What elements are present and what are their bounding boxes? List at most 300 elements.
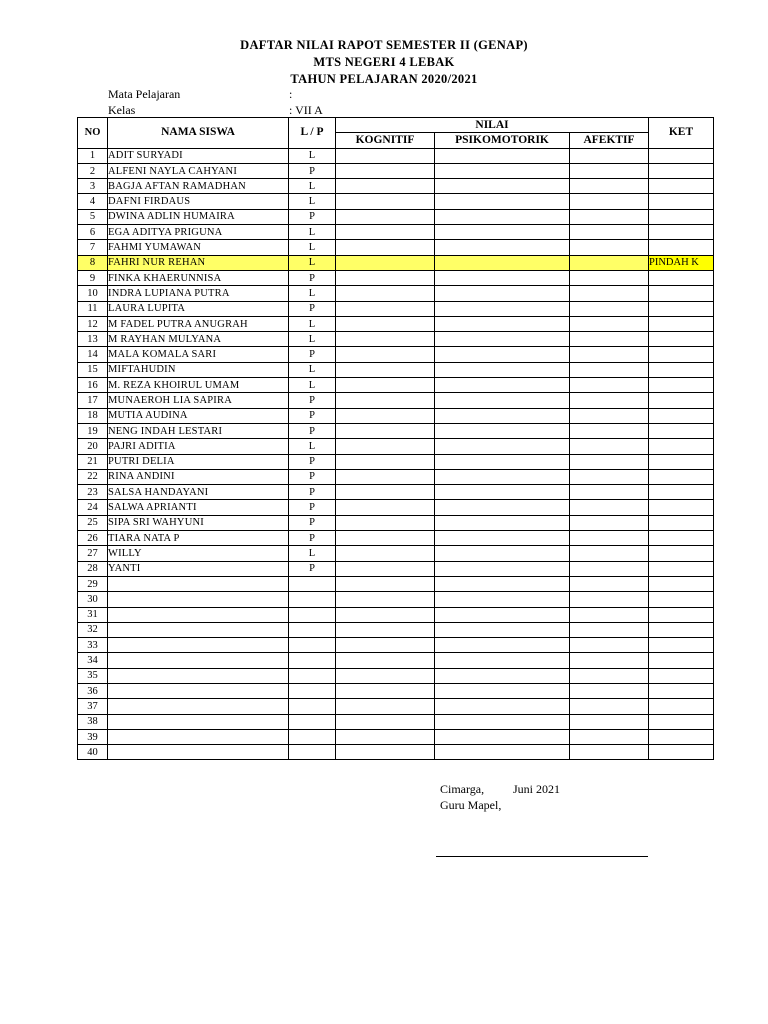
afektif-cell: [570, 546, 649, 561]
psikomotorik-cell: [435, 347, 570, 362]
afektif-cell: [570, 576, 649, 591]
afektif-cell: [570, 316, 649, 331]
ket-cell: [649, 347, 714, 362]
col-header-afektif: AFEKTIF: [570, 133, 649, 148]
row-number: 40: [78, 745, 108, 760]
kognitif-cell: [336, 485, 435, 500]
afektif-cell: [570, 347, 649, 362]
signature-date: Juni 2021: [513, 782, 561, 796]
kognitif-cell: [336, 393, 435, 408]
table-row: [78, 561, 714, 576]
table-row: [78, 362, 714, 377]
ket-cell: [649, 286, 714, 301]
ket-cell: [649, 515, 714, 530]
ket-cell: [649, 255, 714, 270]
table-row: [78, 683, 714, 698]
psikomotorik-cell: [435, 699, 570, 714]
student-gender: [289, 607, 336, 622]
row-number: 1: [78, 148, 108, 163]
kognitif-cell: [336, 653, 435, 668]
afektif-cell: [570, 622, 649, 637]
table-row: [78, 408, 714, 423]
student-name: WILLY: [108, 546, 289, 561]
student-name: [108, 699, 289, 714]
row-number: 5: [78, 209, 108, 224]
row-number: 9: [78, 270, 108, 285]
student-name: DAFNI FIRDAUS: [108, 194, 289, 209]
kognitif-cell: [336, 683, 435, 698]
kognitif-cell: [336, 607, 435, 622]
table-row: [78, 255, 714, 270]
student-name: M. REZA KHOIRUL UMAM: [108, 378, 289, 393]
psikomotorik-cell: [435, 286, 570, 301]
student-gender: P: [289, 301, 336, 316]
student-name: SALSA HANDAYANI: [108, 485, 289, 500]
psikomotorik-cell: [435, 332, 570, 347]
student-gender: [289, 668, 336, 683]
student-gender: P: [289, 270, 336, 285]
student-gender: P: [289, 531, 336, 546]
row-number: 14: [78, 347, 108, 362]
kognitif-cell: [336, 576, 435, 591]
row-number: 4: [78, 194, 108, 209]
table-row: [78, 347, 714, 362]
row-number: 16: [78, 378, 108, 393]
afektif-cell: [570, 408, 649, 423]
student-name: [108, 668, 289, 683]
subject-value: :: [289, 87, 293, 101]
student-name: SIPA SRI WAHYUNI: [108, 515, 289, 530]
ket-cell: [649, 683, 714, 698]
psikomotorik-cell: [435, 729, 570, 744]
student-gender: L: [289, 255, 336, 270]
student-gender: P: [289, 408, 336, 423]
table-row: [78, 209, 714, 224]
ket-cell: [649, 209, 714, 224]
row-number: 27: [78, 546, 108, 561]
student-name: LAURA LUPITA: [108, 301, 289, 316]
kognitif-cell: [336, 592, 435, 607]
ket-cell: [649, 332, 714, 347]
table-row: [78, 316, 714, 331]
kognitif-cell: [336, 531, 435, 546]
kognitif-cell: [336, 638, 435, 653]
table-row: [78, 485, 714, 500]
psikomotorik-cell: [435, 423, 570, 438]
table-row: [78, 454, 714, 469]
student-gender: [289, 714, 336, 729]
row-number: 21: [78, 454, 108, 469]
student-name: FINKA KHAERUNNISA: [108, 270, 289, 285]
student-gender: P: [289, 393, 336, 408]
afektif-cell: [570, 209, 649, 224]
kognitif-cell: [336, 286, 435, 301]
col-header-name: NAMA SISWA: [108, 118, 289, 149]
kognitif-cell: [336, 316, 435, 331]
afektif-cell: [570, 163, 649, 178]
row-number: 24: [78, 500, 108, 515]
psikomotorik-cell: [435, 194, 570, 209]
ket-cell: [649, 408, 714, 423]
student-name: INDRA LUPIANA PUTRA: [108, 286, 289, 301]
psikomotorik-cell: [435, 362, 570, 377]
student-gender: P: [289, 515, 336, 530]
row-number: 2: [78, 163, 108, 178]
kognitif-cell: [336, 240, 435, 255]
student-name: PAJRI ADITIA: [108, 439, 289, 454]
ket-cell: [649, 638, 714, 653]
table-row: [78, 439, 714, 454]
afektif-cell: [570, 454, 649, 469]
ket-cell: [649, 439, 714, 454]
subject-label: Mata Pelajaran: [108, 87, 181, 101]
psikomotorik-cell: [435, 408, 570, 423]
student-gender: P: [289, 163, 336, 178]
row-number: 33: [78, 638, 108, 653]
row-number: 32: [78, 622, 108, 637]
kognitif-cell: [336, 500, 435, 515]
kognitif-cell: [336, 469, 435, 484]
ket-cell: [649, 240, 714, 255]
ket-cell: [649, 179, 714, 194]
student-name: PUTRI DELIA: [108, 454, 289, 469]
class-label: Kelas: [108, 103, 136, 117]
student-gender: [289, 576, 336, 591]
table-row: [78, 378, 714, 393]
student-name: BAGJA AFTAN RAMADHAN: [108, 179, 289, 194]
psikomotorik-cell: [435, 378, 570, 393]
student-gender: [289, 729, 336, 744]
table-row: [78, 301, 714, 316]
psikomotorik-cell: [435, 163, 570, 178]
ket-cell: [649, 393, 714, 408]
ket-cell: [649, 454, 714, 469]
afektif-cell: [570, 485, 649, 500]
table-row: [78, 638, 714, 653]
signature-role: Guru Mapel,: [440, 798, 502, 812]
afektif-cell: [570, 638, 649, 653]
class-value: : VII A: [289, 103, 323, 117]
psikomotorik-cell: [435, 576, 570, 591]
kognitif-cell: [336, 347, 435, 362]
table-row: [78, 515, 714, 530]
table-row: [78, 576, 714, 591]
kognitif-cell: [336, 362, 435, 377]
row-number: 13: [78, 332, 108, 347]
afektif-cell: [570, 653, 649, 668]
ket-cell: [649, 561, 714, 576]
student-gender: [289, 653, 336, 668]
afektif-cell: [570, 714, 649, 729]
table-row: [78, 240, 714, 255]
ket-cell: [649, 668, 714, 683]
kognitif-cell: [336, 515, 435, 530]
table-row: [78, 393, 714, 408]
psikomotorik-cell: [435, 393, 570, 408]
row-number: 7: [78, 240, 108, 255]
grades-table: [77, 117, 714, 760]
table-row: [78, 194, 714, 209]
ket-cell: [649, 714, 714, 729]
student-name: NENG INDAH LESTARI: [108, 423, 289, 438]
psikomotorik-cell: [435, 209, 570, 224]
afektif-cell: [570, 439, 649, 454]
student-gender: [289, 683, 336, 698]
afektif-cell: [570, 607, 649, 622]
student-gender: P: [289, 500, 336, 515]
kognitif-cell: [336, 454, 435, 469]
psikomotorik-cell: [435, 668, 570, 683]
ket-text: PINDAH K: [649, 257, 699, 269]
ket-cell: [649, 148, 714, 163]
ket-cell: [649, 546, 714, 561]
table-row: [78, 225, 714, 240]
student-name: MUNAEROH LIA SAPIRA: [108, 393, 289, 408]
afektif-cell: [570, 423, 649, 438]
header-line-3: TAHUN PELAJARAN 2020/2021: [290, 72, 478, 86]
table-row: [78, 148, 714, 163]
student-gender: L: [289, 546, 336, 561]
student-name: [108, 576, 289, 591]
kognitif-cell: [336, 668, 435, 683]
row-number: 31: [78, 607, 108, 622]
student-name: M FADEL PUTRA ANUGRAH: [108, 316, 289, 331]
ket-cell: [649, 607, 714, 622]
student-gender: L: [289, 316, 336, 331]
student-name: YANTI: [108, 561, 289, 576]
row-number: 3: [78, 179, 108, 194]
student-name: [108, 745, 289, 760]
student-gender: L: [289, 240, 336, 255]
student-name: MIFTAHUDIN: [108, 362, 289, 377]
table-row: [78, 270, 714, 285]
table-row: [78, 622, 714, 637]
student-name: RINA ANDINI: [108, 469, 289, 484]
kognitif-cell: [336, 423, 435, 438]
ket-cell: [649, 378, 714, 393]
table-row: [78, 179, 714, 194]
psikomotorik-cell: [435, 255, 570, 270]
kognitif-cell: [336, 194, 435, 209]
row-number: 10: [78, 286, 108, 301]
table-row: [78, 423, 714, 438]
psikomotorik-cell: [435, 240, 570, 255]
psikomotorik-cell: [435, 225, 570, 240]
afektif-cell: [570, 148, 649, 163]
afektif-cell: [570, 332, 649, 347]
kognitif-cell: [336, 439, 435, 454]
header-line-1: DAFTAR NILAI RAPOT SEMESTER II (GENAP): [240, 38, 528, 52]
col-header-kognitif: KOGNITIF: [336, 133, 435, 148]
row-number: 26: [78, 531, 108, 546]
psikomotorik-cell: [435, 546, 570, 561]
row-number: 20: [78, 439, 108, 454]
afektif-cell: [570, 270, 649, 285]
student-gender: P: [289, 454, 336, 469]
psikomotorik-cell: [435, 607, 570, 622]
psikomotorik-cell: [435, 531, 570, 546]
student-gender: L: [289, 194, 336, 209]
ket-cell: [649, 653, 714, 668]
student-gender: P: [289, 209, 336, 224]
ket-cell: [649, 225, 714, 240]
student-gender: P: [289, 423, 336, 438]
student-name: [108, 622, 289, 637]
table-row: [78, 500, 714, 515]
student-name: [108, 683, 289, 698]
psikomotorik-cell: [435, 270, 570, 285]
header-line-2: MTS NEGERI 4 LEBAK: [313, 55, 455, 69]
psikomotorik-cell: [435, 301, 570, 316]
student-gender: [289, 745, 336, 760]
table-row: [78, 332, 714, 347]
row-number: 19: [78, 423, 108, 438]
row-number: 23: [78, 485, 108, 500]
row-number: 8: [78, 255, 108, 270]
row-number: 18: [78, 408, 108, 423]
row-number: 35: [78, 668, 108, 683]
student-name: [108, 729, 289, 744]
afektif-cell: [570, 515, 649, 530]
psikomotorik-cell: [435, 439, 570, 454]
student-name: MALA KOMALA SARI: [108, 347, 289, 362]
kognitif-cell: [336, 729, 435, 744]
ket-cell: [649, 270, 714, 285]
student-name: SALWA APRIANTI: [108, 500, 289, 515]
col-header-psikomotorik: PSIKOMOTORIK: [435, 133, 570, 148]
kognitif-cell: [336, 225, 435, 240]
psikomotorik-cell: [435, 622, 570, 637]
afektif-cell: [570, 500, 649, 515]
kognitif-cell: [336, 408, 435, 423]
ket-cell: [649, 592, 714, 607]
afektif-cell: [570, 225, 649, 240]
row-number: 11: [78, 301, 108, 316]
student-gender: [289, 622, 336, 637]
ket-cell: [649, 485, 714, 500]
table-row: [78, 745, 714, 760]
student-name: EGA ADITYA PRIGUNA: [108, 225, 289, 240]
table-row: [78, 592, 714, 607]
kognitif-cell: [336, 148, 435, 163]
kognitif-cell: [336, 255, 435, 270]
signature-place: Cimarga,: [440, 782, 485, 796]
student-gender: P: [289, 469, 336, 484]
row-number: 6: [78, 225, 108, 240]
kognitif-cell: [336, 209, 435, 224]
psikomotorik-cell: [435, 714, 570, 729]
psikomotorik-cell: [435, 500, 570, 515]
student-gender: P: [289, 347, 336, 362]
row-number: 39: [78, 729, 108, 744]
student-name: [108, 638, 289, 653]
psikomotorik-cell: [435, 179, 570, 194]
afektif-cell: [570, 393, 649, 408]
afektif-cell: [570, 301, 649, 316]
psikomotorik-cell: [435, 653, 570, 668]
afektif-cell: [570, 531, 649, 546]
table-row: [78, 607, 714, 622]
table-row: [78, 699, 714, 714]
ket-cell: [649, 745, 714, 760]
row-number: 29: [78, 576, 108, 591]
afektif-cell: [570, 378, 649, 393]
ket-cell: [649, 500, 714, 515]
student-name: [108, 592, 289, 607]
student-name: MUTIA AUDINA: [108, 408, 289, 423]
kognitif-cell: [336, 179, 435, 194]
row-number: 28: [78, 561, 108, 576]
student-name: ALFENI NAYLA CAHYANI: [108, 163, 289, 178]
row-number: 12: [78, 316, 108, 331]
ket-cell: [649, 423, 714, 438]
psikomotorik-cell: [435, 561, 570, 576]
ket-cell: [649, 531, 714, 546]
afektif-cell: [570, 240, 649, 255]
row-number: 38: [78, 714, 108, 729]
col-header-no: NO: [78, 118, 108, 149]
afektif-cell: [570, 362, 649, 377]
student-gender: L: [289, 332, 336, 347]
student-name: [108, 714, 289, 729]
row-number: 17: [78, 393, 108, 408]
ket-cell: [649, 301, 714, 316]
afektif-cell: [570, 699, 649, 714]
psikomotorik-cell: [435, 745, 570, 760]
afektif-cell: [570, 469, 649, 484]
table-row: [78, 163, 714, 178]
student-gender: P: [289, 561, 336, 576]
student-gender: L: [289, 148, 336, 163]
afektif-cell: [570, 255, 649, 270]
kognitif-cell: [336, 163, 435, 178]
row-number: 25: [78, 515, 108, 530]
kognitif-cell: [336, 546, 435, 561]
psikomotorik-cell: [435, 592, 570, 607]
ket-cell: [649, 362, 714, 377]
row-number: 15: [78, 362, 108, 377]
psikomotorik-cell: [435, 683, 570, 698]
kognitif-cell: [336, 301, 435, 316]
kognitif-cell: [336, 699, 435, 714]
kognitif-cell: [336, 622, 435, 637]
student-gender: [289, 638, 336, 653]
afektif-cell: [570, 668, 649, 683]
psikomotorik-cell: [435, 515, 570, 530]
afektif-cell: [570, 286, 649, 301]
table-row: [78, 668, 714, 683]
row-number: 34: [78, 653, 108, 668]
kognitif-cell: [336, 270, 435, 285]
psikomotorik-cell: [435, 148, 570, 163]
student-name: ADIT SURYADI: [108, 148, 289, 163]
table-row: [78, 714, 714, 729]
table-row: [78, 653, 714, 668]
col-header-ket: KET: [649, 118, 714, 149]
student-name: FAHRI NUR REHAN: [108, 255, 289, 270]
student-gender: P: [289, 485, 336, 500]
signature-line: [436, 856, 648, 857]
student-gender: [289, 699, 336, 714]
afektif-cell: [570, 194, 649, 209]
student-gender: L: [289, 362, 336, 377]
psikomotorik-cell: [435, 638, 570, 653]
afektif-cell: [570, 561, 649, 576]
psikomotorik-cell: [435, 485, 570, 500]
student-name: DWINA ADLIN HUMAIRA: [108, 209, 289, 224]
afektif-cell: [570, 729, 649, 744]
table-row: [78, 531, 714, 546]
